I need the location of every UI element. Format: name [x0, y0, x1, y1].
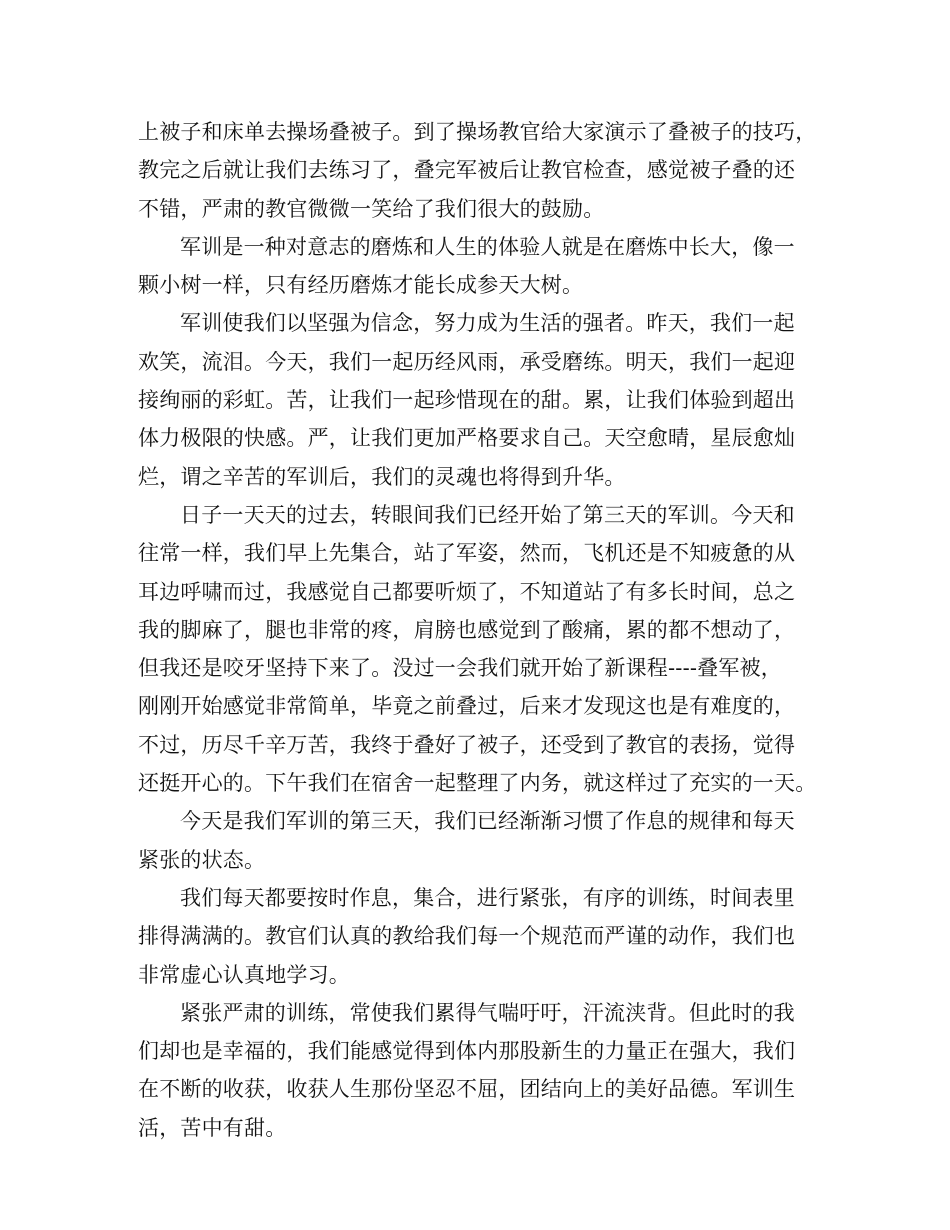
- text-line: 我的脚麻了，腿也非常的疼，肩膀也感觉到了酸痛，累的都不想动了，: [138, 617, 796, 642]
- text-line: 不错，严肃的教官微微一笑给了我们很大的鼓励。: [138, 196, 605, 221]
- text-line: 但我还是咬牙坚持下来了。没过一会我们就开始了新课程----叠军被，: [138, 656, 782, 681]
- text-line: 们却也是幸福的，我们能感觉得到体内那股新生的力量正在强大，我们: [138, 1039, 796, 1064]
- text-line: 上被子和床单去操场叠被子。到了操场教官给大家演示了叠被子的技巧，: [138, 120, 817, 144]
- paragraph-start-line: 军训使我们以坚强为信念，努力成为生活的强者。昨天，我们一起: [180, 311, 795, 336]
- paragraph-start-line: 今天是我们军训的第三天，我们已经渐渐习惯了作息的规律和每天: [180, 809, 795, 834]
- text-line: 排得满满的。教官们认真的教给我们每一个规范而严谨的动作，我们也: [138, 924, 796, 949]
- text-line: 还挺开心的。下午我们在宿舍一起整理了内务，就这样过了充实的一天。: [138, 771, 817, 796]
- text-line: 体力极限的快感。严，让我们更加严格要求自己。天空愈晴，星辰愈灿: [138, 426, 796, 451]
- text-line: 在不断的收获，收获人生那份坚忍不屈，团结向上的美好品德。军训生: [138, 1077, 796, 1102]
- text-line: 接绚丽的彩虹。苦，让我们一起珍惜现在的甜。累，让我们体验到超出: [138, 388, 796, 413]
- paragraph-start-line: 紧张严肃的训练，常使我们累得气喘吁吁，汗流浃背。但此时的我: [180, 1000, 795, 1025]
- paragraph-start-line: 我们每天都要按时作息，集合，进行紧张，有序的训练，时间表里: [180, 885, 795, 910]
- paragraph-start-line: 日子一天天的过去，转眼间我们已经开始了第三天的军训。今天和: [180, 502, 795, 527]
- text-line: 教完之后就让我们去练习了，叠完军被后让教官检查，感觉被子叠的还: [138, 158, 796, 183]
- text-line: 非常虚心认真地学习。: [138, 962, 350, 987]
- text-line: 不过，历尽千辛万苦，我终于叠好了被子，还受到了教官的表扬，觉得: [138, 732, 796, 757]
- text-line: 耳边呼啸而过，我感觉自己都要听烦了，不知道站了有多长时间，总之: [138, 579, 796, 604]
- text-line: 欢笑，流泪。今天，我们一起历经风雨，承受磨练。明天，我们一起迎: [138, 349, 796, 374]
- text-line: 往常一样，我们早上先集合，站了军姿，然而，飞机还是不知疲惫的从: [138, 541, 796, 566]
- paragraph-start-line: 军训是一种对意志的磨炼和人生的体验人就是在磨炼中长大，像一: [180, 234, 795, 259]
- text-line: 颗小树一样，只有经历磨炼才能长成参天大树。: [138, 273, 584, 298]
- text-line: 活，苦中有甜。: [138, 1115, 287, 1140]
- text-line: 紧张的状态。: [138, 847, 266, 872]
- text-line: 烂，谓之辛苦的军训后，我们的灵魂也将得到升华。: [138, 464, 626, 489]
- text-line: 刚刚开始感觉非常简单，毕竟之前叠过，后来才发现这也是有难度的，: [138, 694, 796, 719]
- document-body: [138, 113, 828, 1147]
